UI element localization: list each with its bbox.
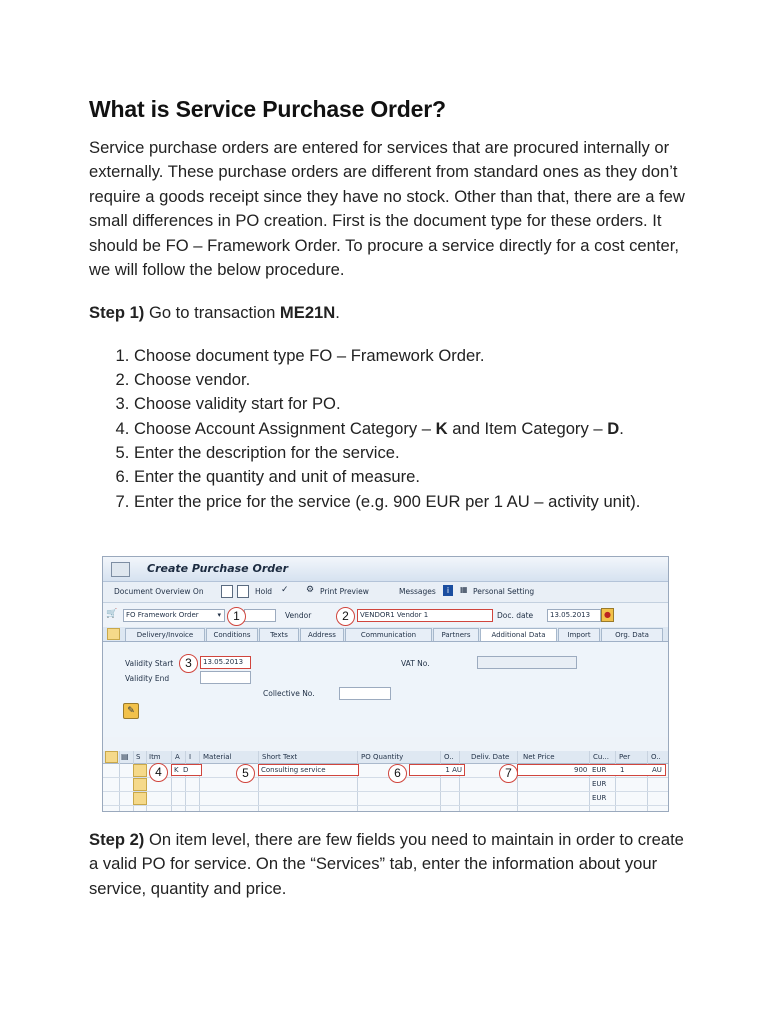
list-item-text: .: [619, 418, 624, 438]
grid-collapse-icon[interactable]: [105, 751, 118, 763]
step-2-text: On item level, there are few fields you need to maintain in order to create a valid PO for service. On the “Services” tab, enter the information about your service, quantity and price.: [89, 830, 684, 898]
validity-start-field[interactable]: 13.05.2013: [200, 656, 251, 669]
tab-additional-data[interactable]: Additional Data: [480, 628, 557, 641]
vat-field[interactable]: [477, 656, 577, 669]
col-s-header: S: [136, 753, 141, 761]
col-o2-header: O..: [651, 753, 661, 761]
step-1-label: Step 1): [89, 303, 145, 323]
sap-screenshot: [102, 556, 669, 812]
info-icon[interactable]: i: [443, 585, 453, 596]
check-icon[interactable]: ✓: [281, 585, 289, 595]
tab-import[interactable]: Import: [558, 628, 600, 641]
doc-type-value: FO Framework Order: [126, 611, 199, 619]
calendar-icon[interactable]: ●: [601, 608, 614, 622]
account-category-value: K: [174, 766, 179, 774]
step-2-label: Step 2): [89, 830, 145, 849]
transaction-code: ME21N: [279, 303, 336, 323]
collective-field[interactable]: [339, 687, 391, 700]
collapse-icon[interactable]: [107, 628, 120, 640]
personal-setting-button[interactable]: Personal Setting: [473, 587, 535, 596]
tab-partners[interactable]: Partners: [433, 628, 479, 641]
messages-button[interactable]: Messages: [399, 587, 436, 596]
list-item: 7. Enter the price for the service (e.g. 900 EUR per 1 AU – activity unit).: [134, 490, 689, 514]
account-item-category-field[interactable]: [171, 764, 202, 776]
validity-start-label: Validity Start: [125, 659, 174, 668]
settings-icon[interactable]: ⚙: [306, 585, 315, 595]
new-document-icon[interactable]: [221, 585, 233, 598]
row-selector[interactable]: [133, 764, 147, 777]
tab-delivery-invoice[interactable]: Delivery/Invoice: [125, 628, 205, 641]
order-unit-value: AU: [652, 766, 662, 774]
tab-texts[interactable]: Texts: [259, 628, 299, 641]
doc-number-field[interactable]: [244, 609, 276, 622]
vat-label: VAT No.: [401, 659, 430, 668]
doc-overview-button[interactable]: Document Overview On: [114, 587, 204, 596]
col-cu-header: Cu...: [593, 753, 609, 761]
doc-type-select[interactable]: [123, 609, 225, 622]
sap-window-title: Create Purchase Order: [147, 562, 289, 575]
chevron-down-icon: ▾: [217, 611, 221, 619]
validity-end-field[interactable]: [200, 671, 251, 684]
hold-button[interactable]: Hold: [255, 587, 273, 596]
doc-date-label: Doc. date: [497, 611, 534, 620]
list-item: 1. Choose document type FO – Framework Order.: [134, 344, 689, 368]
marker-2: 2: [336, 607, 355, 626]
per-value: 1: [620, 766, 625, 774]
col-i-header: I: [189, 753, 192, 761]
tab-address[interactable]: Address: [300, 628, 344, 641]
marker-3: 3: [179, 654, 198, 673]
col-material-header: Material: [203, 753, 232, 761]
marker-4: 4: [149, 763, 168, 782]
list-item-text: and Item Category –: [447, 418, 608, 438]
item-grid: [103, 751, 668, 811]
col-po-qty-header: PO Quantity: [361, 753, 404, 761]
col-short-text-header: Short Text: [262, 753, 298, 761]
currency-value: EUR: [592, 780, 607, 788]
other-document-icon[interactable]: [237, 585, 249, 598]
print-preview-button[interactable]: Print Preview: [320, 587, 369, 596]
step-1-text: Go to transaction: [144, 303, 280, 323]
sap-menu-icon[interactable]: [111, 562, 130, 577]
document: [89, 96, 689, 514]
step-list: [89, 344, 689, 514]
row-selector[interactable]: [133, 778, 147, 791]
table-row[interactable]: [103, 778, 668, 792]
currency-value: EUR: [592, 766, 607, 774]
item-category-code: D: [607, 418, 620, 438]
sap-header-area: [103, 605, 668, 625]
step-1: [89, 301, 689, 325]
quantity-field[interactable]: [409, 764, 465, 776]
col-net-price-header: Net Price: [523, 753, 555, 761]
marker-1: 1: [227, 607, 246, 626]
personal-setting-icon[interactable]: ▦: [460, 585, 468, 594]
list-item-text: Choose Account Assignment Category –: [134, 418, 436, 438]
item-category-value: D: [183, 766, 189, 774]
unit-value: AU: [452, 766, 462, 774]
row-selector[interactable]: [133, 792, 147, 805]
marker-6: 6: [388, 764, 407, 783]
account-category-code: K: [435, 418, 448, 438]
intro-paragraph: Service purchase orders are entered for services that are procured internally or externally. These purchase orders are different from standard ones as they don’t require a goods receipt since they have no stock. Other than that, there are a few small differences in PO creation. First is the document type for these orders. It should be FO – Framework Order. To procure a service directly for a cost center, we will follow the below procedure.: [89, 138, 685, 280]
sap-tab-strip: [103, 627, 668, 642]
vendor-label: Vendor: [285, 611, 312, 620]
col-itm-header: Itm: [149, 753, 161, 761]
col-o-header: O..: [444, 753, 454, 761]
list-item: 5. Enter the description for the service.: [134, 441, 689, 465]
list-item: [134, 417, 689, 441]
col-a-header: A: [175, 753, 180, 761]
sap-toolbar: [103, 582, 668, 603]
grid-settings-icon[interactable]: ▤: [121, 752, 129, 761]
net-price-value: 900: [574, 766, 588, 774]
col-per-header: Per: [619, 753, 631, 761]
tab-conditions[interactable]: Conditions: [206, 628, 258, 641]
validity-end-label: Validity End: [125, 674, 170, 683]
address-book-icon[interactable]: ✎: [123, 703, 139, 719]
list-item: 2. Choose vendor.: [134, 368, 689, 392]
sap-title-bar: [103, 557, 668, 582]
cart-icon: 🛒: [106, 609, 118, 619]
quantity-value: 1: [445, 766, 450, 774]
currency-value: EUR: [592, 794, 607, 802]
table-row[interactable]: [103, 792, 668, 806]
tab-communication[interactable]: Communication: [345, 628, 432, 641]
list-item: 6. Enter the quantity and unit of measure.: [134, 465, 689, 489]
short-text-field[interactable]: Consulting service: [258, 764, 359, 776]
doc-date-field[interactable]: 13.05.2013: [547, 609, 601, 622]
marker-5: 5: [236, 764, 255, 783]
col-deliv-date-header: Deliv. Date: [471, 753, 510, 761]
page-title: What is Service Purchase Order?: [89, 96, 446, 122]
table-row[interactable]: [103, 764, 668, 778]
step-2: [89, 828, 689, 901]
vendor-field[interactable]: VENDOR1 Vendor 1: [357, 609, 493, 622]
collective-label: Collective No.: [263, 689, 315, 698]
list-item: 3. Choose validity start for PO.: [134, 392, 689, 416]
marker-7: 7: [499, 764, 518, 783]
net-price-field[interactable]: [517, 764, 666, 776]
step-1-end: .: [335, 303, 340, 323]
tab-org-data[interactable]: Org. Data: [601, 628, 663, 641]
